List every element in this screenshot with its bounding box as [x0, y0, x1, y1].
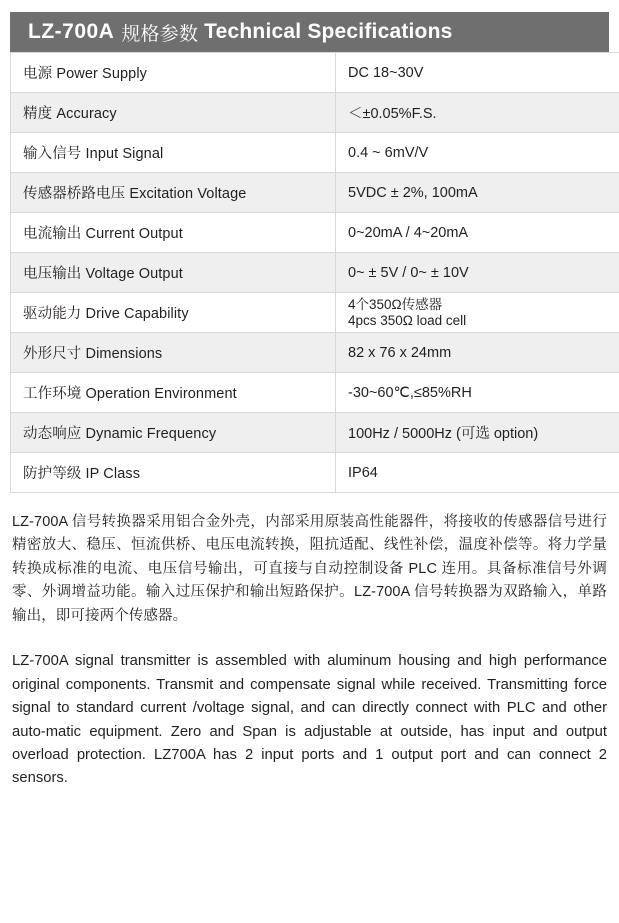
spec-value-line1: 4个350Ω传感器: [348, 296, 443, 312]
header-title-en: Technical Specifications: [204, 20, 453, 43]
spec-value: 0~ ± 5V / 0~ ± 10V: [336, 253, 619, 293]
header-title-cn: 规格参数: [121, 23, 199, 45]
description-english: LZ-700A signal transmitter is assembled with aluminum housing and high performance original components. Transmit and compensate signal while received. Transmitting force signal to standard current /voltage signal, and can directly connect with PLC and other auto-matic equipment. Zero and Span is adjustable at outside, has input and output overload protection. LZ700A has 2 input ports and 1 output port and can connect 2 sensors.: [12, 653, 607, 787]
spec-label: 外形尺寸 Dimensions: [11, 333, 336, 373]
spec-label: 电压输出 Voltage Output: [11, 253, 336, 293]
description-section: [10, 511, 609, 791]
spec-value: 100Hz / 5000Hz (可选 option): [336, 413, 619, 453]
spec-header-bar: [10, 12, 609, 52]
description-chinese: LZ-700A 信号转换器采用铝合金外壳，内部采用原装高性能器件，将接收的传感器信号进行精密放大、稳压、恒流供桥、电压电流转换，阻抗适配、线性补偿，温度补偿等。将力学量转换成标准的电流、电压信号输出，可直接与自动控制设备 PLC 连用。具备标准信号外调零、外调增益功能。输入过压保护和输出短路保护。LZ-700A 信号转换器为双路输入，单路输出，即可接两个传感器。: [12, 514, 607, 624]
table-row: [11, 133, 619, 173]
spec-value: 0~20mA / 4~20mA: [336, 213, 619, 253]
header-model: LZ-700A: [28, 20, 115, 43]
spec-value: 82 x 76 x 24mm: [336, 333, 619, 373]
spec-value-multiline: [348, 297, 619, 329]
table-row: [11, 453, 619, 493]
table-row: [11, 413, 619, 453]
table-row: [11, 93, 619, 133]
table-row: [11, 213, 619, 253]
spec-value: IP64: [336, 453, 619, 493]
spec-label: 输入信号 Input Signal: [11, 133, 336, 173]
spec-value: -30~60℃,≤85%RH: [336, 373, 619, 413]
table-row: [11, 293, 619, 333]
spec-label: 电流输出 Current Output: [11, 213, 336, 253]
spec-value: DC 18~30V: [336, 53, 619, 93]
spec-value: 5VDC ± 2%, 100mA: [336, 173, 619, 213]
spec-value: [336, 293, 619, 333]
spec-value-line2: 4pcs 350Ω load cell: [348, 312, 467, 328]
spec-label: 驱动能力 Drive Capability: [11, 293, 336, 333]
spec-label: 精度 Accuracy: [11, 93, 336, 133]
specifications-table: [10, 52, 619, 493]
table-row: [11, 253, 619, 293]
spec-label: 工作环境 Operation Environment: [11, 373, 336, 413]
spec-value: ＜±0.05%F.S.: [336, 93, 619, 133]
spec-label: 传感器桥路电压 Excitation Voltage: [11, 173, 336, 213]
table-row: [11, 373, 619, 413]
spec-label: 动态响应 Dynamic Frequency: [11, 413, 336, 453]
table-row: [11, 333, 619, 373]
spec-label: 防护等级 IP Class: [11, 453, 336, 493]
table-row: [11, 173, 619, 213]
spec-label: 电源 Power Supply: [11, 53, 336, 93]
table-row: [11, 53, 619, 93]
spec-value: 0.4 ~ 6mV/V: [336, 133, 619, 173]
